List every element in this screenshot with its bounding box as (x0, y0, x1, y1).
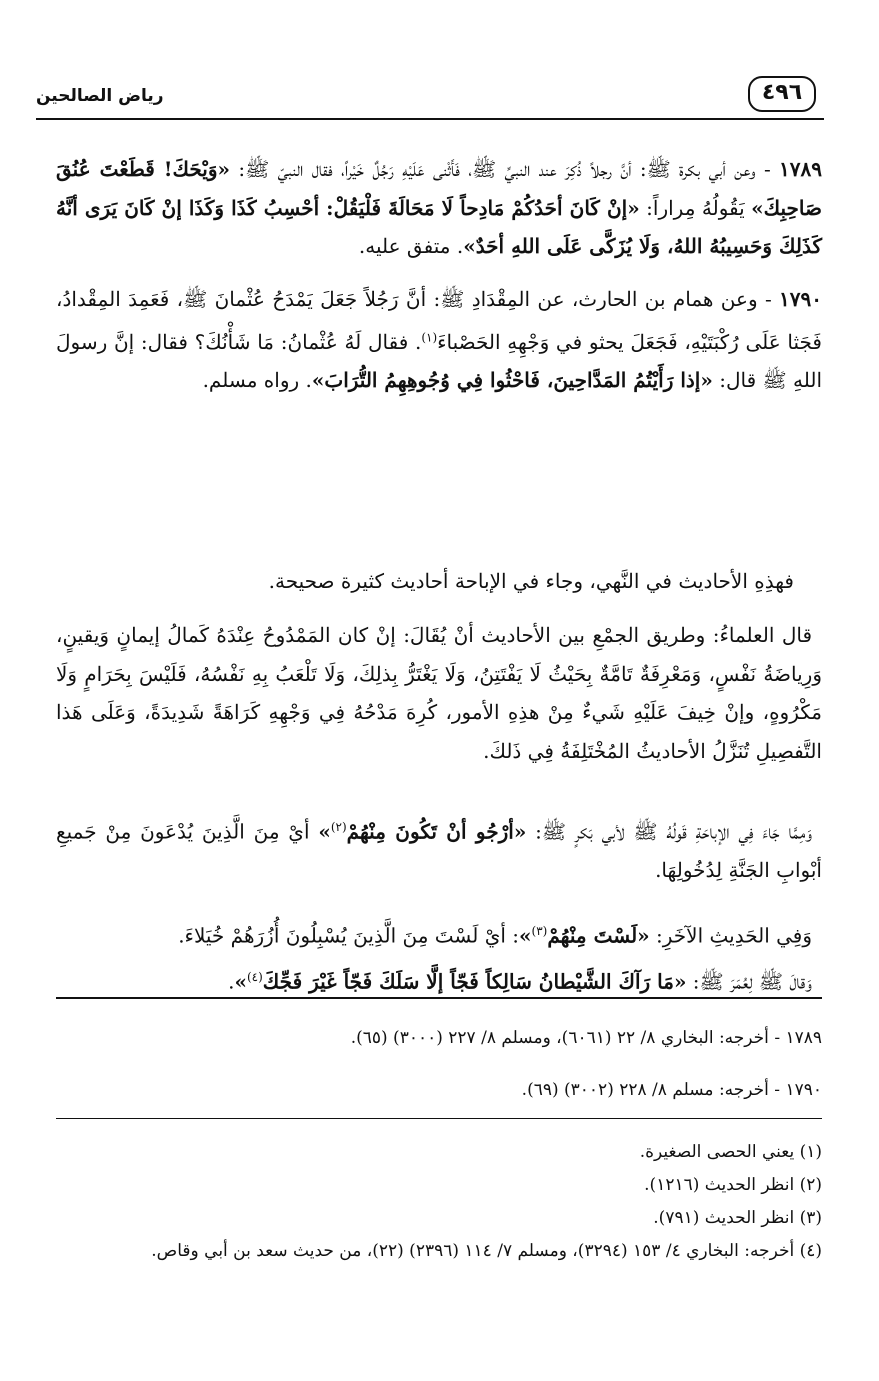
hadith-text (56, 287, 822, 393)
footnote: (٣) انظر الحديث (٧٩١). (653, 1208, 822, 1228)
commentary-paragraph (56, 958, 822, 1001)
hadith-1790 (56, 280, 822, 400)
text-run: وَمِمَّا جَاءَ فِي الإباحَةِ قَولُهُ ﷺ لأبي بَكرٍ ﷺ: (526, 819, 813, 844)
hadith-number: ١٧٩٠ (779, 286, 823, 311)
footnote-ref: (٤) (246, 970, 263, 984)
text-run: قال العلماءُ: وطريق الجمْعِ بين الأحاديث أنْ يُقَالَ: إنْ كان المَمْدُوحُ عِنْدَهُ كَمالُ إيمانٍ وَيقينٍ، وَرِياضَةُ نَفْسٍ، وَمَعْرِفَةٌ تَامَّةٌ بِحَيْثُ لَا يَفْتَتِنُ، وَلَا يَغْتَرُّ بِذلِكَ، وَلَا تَلْعَبُ بِهِ نَفْسُهُ، فَلَيْسَ بِحَرَامٍ وَلَا مَكْرُوهٍ، وإنْ خِيفَ عَلَيْهِ شَيءٌ مِنْ هذِهِ الأمور، كُرِهَ مَدْحُهُ فِي وَجْهِهِ كَرَاهَةً شَدِيدَةً، وَعَلَى هَذا التَّفصِيلِ تُنَزَّلُ الأحاديثُ المُخْتَلِفَةُ فِي ذَلكَ. (56, 623, 822, 763)
hadith-1789 (56, 150, 822, 266)
hadith-text (56, 157, 822, 258)
footnote-ref: (٢) (330, 820, 347, 834)
page-header (36, 74, 824, 120)
text-run: . فقال لَهُ عُثْمانُ: مَا شَأْنُكَ؟ فقال: إنَّ رسولَ اللهِ ﷺ قال: (56, 329, 822, 393)
takhrij-note: ١٧٨٩ - أخرجه: البخاري ٨/ ٢٢ (٦٠٦١)، ومسلم ٨/ ٢٢٧ (٣٠٠٠) (٦٥). (350, 1028, 822, 1048)
quoted-text: «إنْ كَانَ أحَدُكُمْ مَادِحاً لَا مَحَالَةَ فَلْيَقُلْ: أحْسِبُ كَذَا وَكَذَا إنْ كَانَ يَرَى أنَّهُ كَذَلِكَ وَحَسِيبُهُ اللهُ، وَلَا يُزَكَّى عَلَى اللهِ أحَدٌ» (56, 195, 822, 258)
text-run: . (228, 969, 235, 994)
text-run: . متفق عليه. (358, 234, 464, 258)
commentary-paragraph (56, 808, 822, 890)
header-rule (36, 118, 824, 120)
text-run: فهذِهِ الأحاديث في النَّهي، وجاء في الإباحة أحاديث كثيرة صحيحة. (268, 569, 794, 593)
page-number: ٤٩٦ (748, 76, 816, 112)
quoted-text: » (318, 819, 331, 844)
footnotes-section (56, 1136, 822, 1268)
quoted-text: » (519, 923, 532, 948)
commentary-paragraph (56, 912, 822, 955)
hadith-number: ١٧٨٩ (779, 157, 823, 181)
running-title: رياض الصالحين (36, 86, 164, 106)
hadith-block (56, 150, 822, 400)
text-run: : أيْ لَسْتَ مِنَ الَّذِينَ يُسْبِلُونَ أُزُرَهُمْ خُيَلاءَ. (178, 923, 520, 948)
footnote-rule (56, 1118, 822, 1119)
text-run: وَقالَ ﷺ لِعُمَرَ ﷺ: (686, 969, 812, 994)
takhrij-note: ١٧٩٠ - أخرجه: مسلم ٨/ ٢٢٨ (٣٠٠٢) (٦٩). (521, 1080, 822, 1100)
footnote: (١) يعني الحصى الصغيرة. (639, 1142, 822, 1162)
text-run: - وعن أبي بكرة ﷺ: أنَّ رجلاً ذُكِرَ عند النبيِّ ﷺ، فَأَثْنى عَلَيْهِ رَجُلٌ خَيْراً، فقال النبيّ ﷺ: (230, 157, 771, 181)
quoted-text: «مَا رَآكَ الشَّيْطانُ سَالِكاً فَجّاً إلَّا سَلَكَ فَجّاً غَيْرَ فَجِّكَ (262, 969, 687, 994)
takhrij-section (56, 1012, 822, 1116)
footnote: (٤) أخرجه: البخاري ٤/ ١٥٣ (٣٢٩٤)، ومسلم ٧/ ١١٤ (٢٣٩٦) (٢٢)، من حديث سعد بن أبي وقاص. (151, 1241, 822, 1261)
quoted-text: «لَسْتَ مِنْهُمْ (547, 923, 650, 948)
text-run: . رواه مسلم. (202, 368, 312, 393)
text-run: يَقُولُهُ مِراراً: (639, 195, 752, 220)
footnote-ref: (١) (421, 330, 438, 344)
quoted-text: «أرْجُو أنْ تَكُونَ مِنْهُمْ (346, 819, 527, 844)
quoted-text: «إذا رَأَيْتُمُ المَدَّاحِينَ، فَاحْثُوا فِي وُجُوهِهِمُ التُّرَابَ» (311, 368, 713, 393)
footnote-ref: (٣) (531, 924, 548, 938)
text-run: - وعن همام بن الحارث، عن المِقْدَادِ ﷺ: أنَّ رَجُلاً جَعَلَ يَمْدَحُ عُثْمانَ ﷺ، فَعَمِدَ المِقْدادُ، فَجَثا عَلَى رُكْبَتَيْهِ، فَجَعَلَ يحثو في وَجْهِهِ الحَصْباءَ (56, 286, 822, 354)
takhrij-rule (56, 997, 822, 999)
quoted-text: «وَيْحَكَ! قَطَعْتَ عُنُقَ صَاحِبِكَ» (56, 157, 822, 220)
footnote: (٢) انظر الحديث (١٢١٦). (644, 1175, 822, 1195)
commentary-paragraph (56, 616, 822, 770)
quoted-text: » (234, 969, 247, 994)
commentary-paragraph (56, 562, 822, 601)
text-run: أيْ مِنَ الَّذِينَ يُدْعَونَ مِنْ جَميعِ أبْوابِ الجَنَّةِ لِدُخُولِهَا. (56, 819, 822, 883)
text-run: وَفِي الحَدِيثِ الآخَرِ: (649, 923, 812, 948)
